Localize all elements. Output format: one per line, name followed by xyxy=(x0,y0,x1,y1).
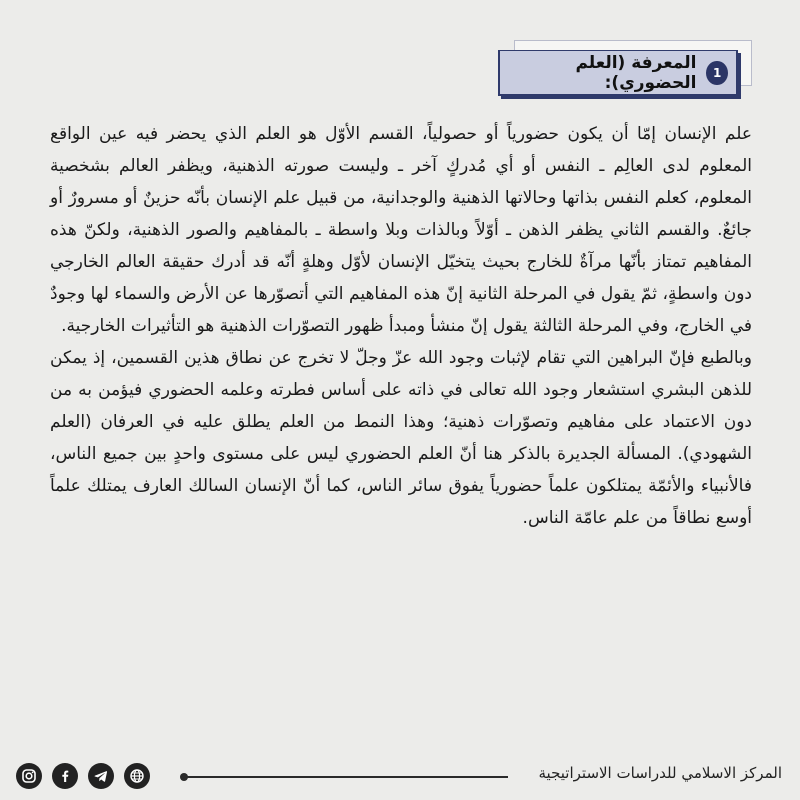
footer xyxy=(0,752,800,800)
section-header xyxy=(498,40,754,96)
section-title: المعرفة (العلم الحضوري): xyxy=(575,52,697,93)
organization-name: المركز الاسلامي للدراسات الاستراتيجية xyxy=(538,764,782,782)
instagram-icon[interactable] xyxy=(16,763,42,789)
section-number-badge: 1 xyxy=(706,61,728,85)
paragraph-1: علم الإنسان إمّا أن يكون حضورياً أو حصولياً، القسم الأوّل هو العلم الذي يحضر فيه عين الواقع المعلوم لدى العالِم ـ النفس أو أي مُدركٍ آخر ـ وليست صورته الذهنية، ويظفر العالم بشخصية المعلوم، كعلم النفس بذاتها وحالاتها الذهنية والوجدانية، من قبيل علم الإنسان بأنّه حزينٌ أو مسرورٌ أو جائعٌ. والقسم الثاني يظفر الذهن ـ أوّلاً وبالذات وبلا واسطة ـ بالمفاهيم والصور الذهنية، ولكنّ هذه المفاهيم تمتاز بأنّها مرآةٌ للخارج بحيث يتخيّل الإنسان لأوّل وهلةٍ أنّه قد أدرك حقيقة العالم الخارجي دون واسطةٍ، ثمّ يقول في المرحلة الثانية إنّ هذه المفاهيم التي أتصوّرها عن الأرض والسماء لها وجودٌ في الخارج، وفي المرحلة الثالثة يقول إنّ منشأ ومبدأ ظهور التصوّرات الذهنية هو التأثيرات الخارجية. xyxy=(50,124,752,336)
paragraph-2: وبالطبع فإنّ البراهين التي تقام لإثبات وجود الله عزّ وجلّ لا تخرج عن نطاق هذين القسمين، إذ يمكن للذهن البشري استشعار وجود الله تعالى في ذاته على أساس فطرته وعلمه الحضوري فيؤمن به من دون الاعتماد على مفاهيم وتصوّرات ذهنية؛ وهذا النمط من العلم يطلق عليه في العرفان (العلم الشهودي). المسألة الجديرة بالذكر هنا أنّ العلم الحضوري ليس على مستوى واحدٍ بين جميع الناس، فالأنبياء والأئمّة يمتلكون علماً حضورياً يفوق سائر الناس، كما أنّ الإنسان السالك العارف يمتلك علماً أوسع نطاقاً من علم عامّة الناس. xyxy=(50,348,752,528)
web-globe-icon[interactable] xyxy=(124,763,150,789)
article-body xyxy=(50,118,752,534)
header-title-box xyxy=(498,50,738,96)
telegram-icon[interactable] xyxy=(88,763,114,789)
facebook-icon[interactable] xyxy=(52,763,78,789)
social-links xyxy=(16,763,150,789)
footer-divider xyxy=(184,776,508,778)
